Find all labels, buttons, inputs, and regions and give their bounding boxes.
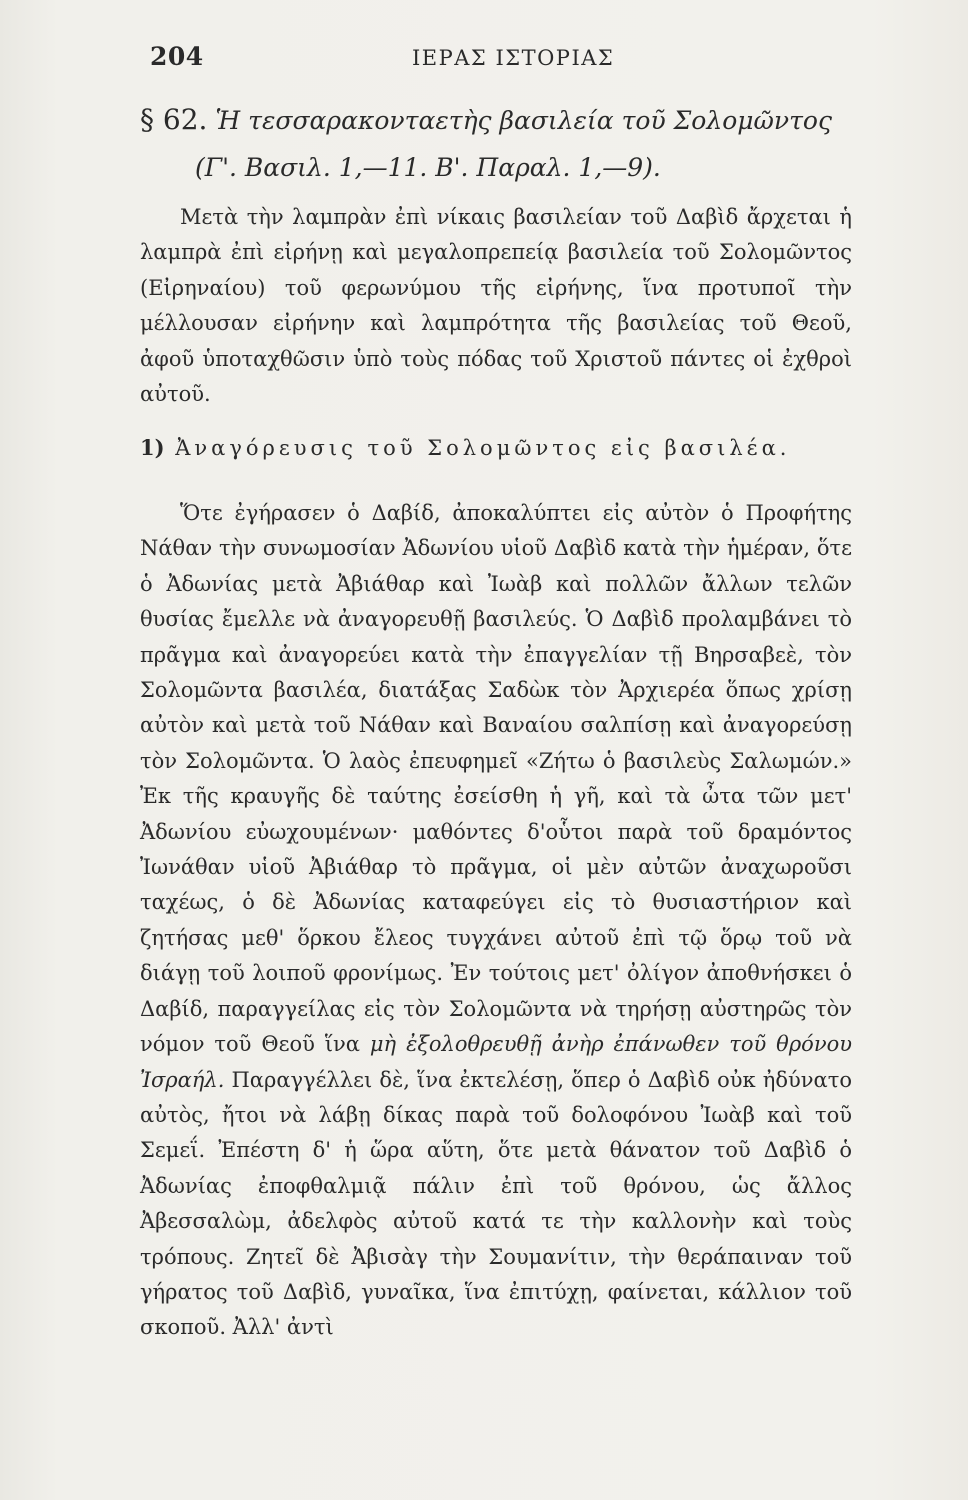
section-number: § 62. <box>140 103 208 136</box>
subsection-title: Ἀναγόρευσις τοῦ Σολομῶντος εἰς βασιλέα. <box>175 436 791 460</box>
body-text <box>140 496 852 1346</box>
body-text-part2: Παραγγέλλει δὲ, ἵνα ἐκτελέσῃ, ὅπερ ὁ Δαβὶδ οὐκ ἠδύνατο αὐτὸς, ἤτοι νὰ λάβῃ δίκας παρὰ τοῦ δολοφόνου Ἰωὰβ καὶ τοῦ Σεμεΐ. Ἐπέστη δ' ἡ ὥρα αὕτη, ὅτε μετὰ θάνατον τοῦ Δαβὶδ ὁ Ἀδωνίας ἐποφθαλμιᾷ πάλιν ἐπὶ τοῦ θρόνου, ὡς ἄλλος Ἀβεσσαλὼμ, ἀδελφὸς αὐτοῦ κατά τε τὴν καλλονὴν καὶ τοὺς τρόπους. Ζητεῖ δὲ Ἀβισὰγ τὴν Σουμανίτιν, τὴν θεράπαιναν τοῦ γήρατος τοῦ Δαβὶδ, γυναῖκα, ἵνα ἐπιτύχῃ, φαίνεται, κάλλιον τοῦ σκοποῦ. Ἀλλ' ἀντὶ <box>140 1067 852 1340</box>
intro-paragraph <box>140 200 852 412</box>
body-text-italic-quote: μὴ ἐξολοθρευθῇ ἀνὴρ ἐπάνωθεν τοῦ θρόνου Ἰσραήλ. <box>140 1032 852 1092</box>
subsection-heading <box>140 428 852 468</box>
page-number: 204 <box>150 42 204 71</box>
body-text-part1: Ὅτε ἐγήρασεν ὁ Δαβίδ, ἀποκαλύπτει εἰς αὐτὸν ὁ Προφήτης Νάθαν τὴν συνωμοσίαν Ἀδωνίου υἱοῦ Δαβὶδ κατὰ τὴν ἡμέραν, ὅτε ὁ Ἀδωνίας μετὰ Ἀβιάθαρ καὶ Ἰωὰβ καὶ πολλῶν ἄλλων τελῶν θυσίας ἔμελλε νὰ ἀναγορευθῇ βασιλεύς. Ὁ Δαβὶδ προλαμβάνει τὸ πρᾶγμα καὶ ἀναγορεύει κατὰ τὴν ἐπαγγελίαν τῇ Βηρσαβεὲ, τὸν Σολομῶντα βασιλέα, διατάξας Σαδὼκ τὸν Ἀρχιερέα ὅπως χρίσῃ αὐτὸν καὶ μετὰ τοῦ Νάθαν καὶ Βαναίου σαλπίσῃ καὶ ἀναγορεύσῃ τὸν Σολομῶντα. Ὁ λαὸς ἐπευφημεῖ «Ζήτω ὁ βασιλεὺς Σαλωμών.» Ἐκ τῆς κραυγῆς δὲ ταύτης ἐσείσθη ἡ γῆ, καὶ τὰ ὦτα τῶν μετ' Ἀδωνίου εὐωχουμένων· μαθόντες δ'οὗτοι παρὰ τοῦ δραμόντος Ἰωνάθαν υἱοῦ Ἀβιάθαρ τὸ πρᾶγμα, οἱ μὲν αὐτῶν ἀναχωροῦσι ταχέως, ὁ δὲ Ἀδωνίας καταφεύγει εἰς τὸ θυσιαστήριον καὶ ζητήσας μεθ' ὅρκου ἔλεος τυγχάνει αὐτοῦ ἐπὶ τῷ ὅρῳ τοῦ νὰ διάγῃ τοῦ λοιποῦ φρονίμως. Ἐν τούτοις μετ' ὀλίγον ἀποθνήσκει ὁ Δαβίδ, παραγγείλας εἰς τὸν Σολομῶντα νὰ τηρήσῃ αὐστηρῶς τὸν νόμον τοῦ Θεοῦ ἵνα <box>140 501 852 1057</box>
running-head: ΙΕΡΑΣ ΙΣΤΟΡΙΑΣ <box>412 46 615 70</box>
section-heading <box>140 96 852 191</box>
intro-text: Μετὰ τὴν λαμπρὰν ἐπὶ νίκαις βασιλείαν τοῦ Δαβὶδ ἄρχεται ἡ λαμπρὰ ἐπὶ εἰρήνῃ καὶ μεγαλοπρεπείᾳ βασιλεία τοῦ Σολομῶντος (Εἰρηναίου) τοῦ φερωνύμου τῆς εἰρήνης, ἵνα προτυποῖ τὴν μέλλουσαν εἰρήνην καὶ λαμπρότητα τῆς βασιλείας τοῦ Θεοῦ, ἀφοῦ ὑποταχθῶσιν ὑπὸ τοὺς πόδας τοῦ Χριστοῦ πάντες οἱ ἐχθροὶ αὐτοῦ. <box>140 205 852 407</box>
section-title: Ἡ τεσσαρακονταετὴς βασιλεία τοῦ Σολομῶντος <box>215 106 832 135</box>
page-header <box>150 42 858 82</box>
body-paragraph <box>140 496 852 1346</box>
section-reference: (Γ'. Βασιλ. 1,—11. Β'. Παραλ. 1,—9). <box>195 153 661 182</box>
subsection-number: 1) <box>140 435 165 460</box>
